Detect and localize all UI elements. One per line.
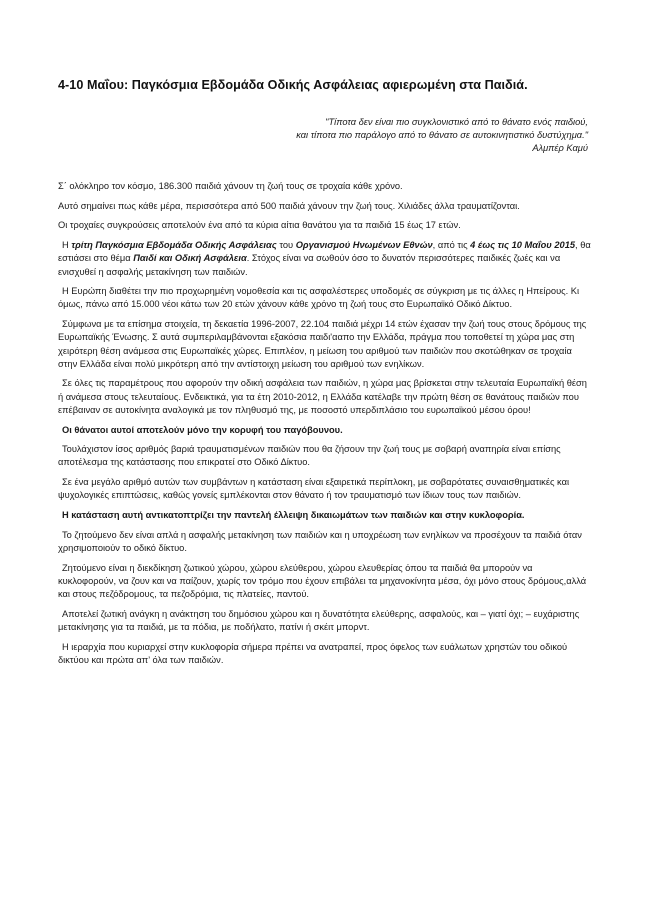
paragraph-6: Σύμφωνα με τα επίσημα στοιχεία, τη δεκαετία 1996-2007, 22.104 παιδιά μέχρι 14 ετών έχασαν την ζωή τους στους δρόμους της Ευρωπαϊκής Ένωσης. Σ αυτά συμπεριλαμβάνονται εξακόσια παιδι'ααπο την Ελλάδα, πράγμα που τοποθετεί τη χώρα μας στη χειρότερη θέση ανάμεσα στις Ευρωπαϊκές χώρες. Επιπλέον, η μείωση του αριθμού των παιδιών που σκοτώθηκαν σε τροχαία στην Ελλάδα είναι πολύ μικρότερη από την αντίστοιχη μείωση του αριθμού των ενηλίκων. <box>58 319 587 369</box>
paragraph-5: Η Ευρώπη διαθέτει την πιο προχωρημένη νομοθεσία και τις ασφαλέστερες υποδομές σε σύγκριση με τις άλλες η Ηπείρους. Κι όμως, πάνω από 15.000 νέοι κάτω των 20 ετών χάνουν κάθε χρόνο τη ζωή τους στο Ευρωπαϊκό Οδικό Δίκτυο. <box>58 286 580 310</box>
section-heading-1: Οι θάνατοι αυτοί αποτελούν μόνο την κορυφή του παγόβουνου. <box>62 424 343 435</box>
paragraph-8: Τουλάχιστον ίσος αριθμός βαριά τραυματισμένων παιδιών που θα ζήσουν την ζωή τους με σοβαρή αναπηρία είναι επίσης αποτέλεσμα της κατάστασης που επικρατεί στο Οδικό Δίκτυο. <box>58 444 561 468</box>
paragraph-3: Οι τροχαίες συγκρούσεις αποτελούν ένα από τα κύρια αίτια θανάτου για τα παιδιά 15 έως 17 ετών. <box>58 220 461 231</box>
p4-emphasis-2: Οργανισμού Ηνωμένων Εθνών <box>295 240 433 251</box>
section-heading-2: Η κατάσταση αυτή αντικατοπτρίζει την παντελή έλλειψη δικαιωμάτων των παιδιών και στην κυκλοφορία. <box>62 510 525 521</box>
paragraph-10: Το ζητούμενο δεν είναι απλά η ασφαλής μετακίνηση των παιδιών και η υποχρέωση των ενηλίκων να προσέχουν τα παιδιά όταν χρησιμοποιούν το οδικό δίκτυο. <box>58 529 582 553</box>
p4-text-3: , από τις <box>432 240 471 251</box>
p4-text-5: . Στόχος είναι να σωθούν όσο το δυνατόν περισσότερες παιδικές ζωές και να ενισχυθεί η ασφαλής μετακίνηση των παιδιών. <box>58 253 561 277</box>
epigraph-quote <box>58 116 588 155</box>
paragraph-11: Ζητούμενο είναι η διεκδίκηση ζωτικού χώρου, χώρου ελεύθερου, χώρου ελευθερίας όπου τα παιδιά θα μπορούν να κυκλοφορούν, να ζουν και να παίζουν, χωρίς τον τρόμο που έχουν επιβάλει τα μηχανοκίνητα μέσα, όχι μόνο στους δρόμους,αλλά και στους πεζόδρομους, τα πεζοδρόμια, τις πλατείες, παντού. <box>58 562 587 600</box>
paragraph-4 <box>58 239 592 279</box>
quote-author: Αλμπέρ Καμύ <box>532 143 588 153</box>
paragraph-7: Σε όλες τις παραμέτρους που αφορούν την οδική ασφάλεια των παιδιών, η χώρα μας βρίσκεται στην τελευταία Ευρωπαϊκή θέση ή ανάμεσα στους τελευταίους. Ενδεικτικά, για τα έτη 2010-2012, η Ελλάδα κατέλαβε την πρώτη θέση σε θανάτους παιδιών που επέβαιναν σε αυτοκίνητα αναλογικά με τον πληθυσμό της, με ποσοστό υπερδιπλάσιο του ευρωπαϊκού μέσου όρου! <box>58 378 587 415</box>
quote-line-2: και τίποτα πιο παράλογο από το θάνατο σε αυτοκινητιστικό δυστύχημα." <box>296 130 588 140</box>
p4-text-4: , θα εστιάσει στο θέμα <box>58 240 591 264</box>
quote-line-1: "Τίποτα δεν είναι πιο συγκλονιστικό από το θάνατο ενός παιδιού, <box>325 117 588 127</box>
paragraph-2: Αυτό σημαίνει πως κάθε μέρα, περισσότερα από 500 παιδιά χάνουν την ζωή τους. Χιλιάδες άλλα τραυματίζονται. <box>58 200 520 211</box>
page-title: 4-10 Μαΐου: Παγκόσμια Εβδομάδα Οδικής Ασφάλειας αφιερωμένη στα Παιδιά. <box>58 78 528 92</box>
p4-text-1: Η <box>62 240 72 251</box>
p4-text-2: του <box>276 240 296 251</box>
p4-emphasis-4: Παιδί και Οδική Ασφάλεια <box>133 253 247 264</box>
paragraph-13: Η ιεραρχία που κυριαρχεί στην κυκλοφορία σήμερα πρέπει να ανατραπεί, προς όφελος των ευάλωτων χρηστών του οδικού δικτύου και πρώτα απ’ όλα των παιδιών. <box>58 641 568 665</box>
paragraph-1: Σ΄ ολόκληρο τον κόσμο, 186.300 παιδιά χάνουν τη ζωή τους σε τροχαία κάθε χρόνο. <box>58 181 403 191</box>
paragraph-12: Αποτελεί ζωτική ανάγκη η ανάκτηση του δημόσιου χώρου και η δυνατότητα ελεύθερης, ασφαλούς, και – γιατί όχι; – ευχάριστης μετακίνησης για τα παιδιά, με τα πόδια, με ποδήλατο, πατίνι ή σκέιτ μπορντ. <box>58 608 580 632</box>
paragraph-9: Σε ένα μεγάλο αριθμό αυτών των συμβάντων η κατάσταση είναι εξαιρετικά περίπλοκη, με σοβαρότατες συναισθηματικές και ψυχολογικές επιπτώσεις, καθώς γονείς εμπλέκονται στον θάνατο ή τον τραυματισμό των ίδιων τους των παιδιών. <box>58 477 570 501</box>
p4-emphasis-3: 4 έως τις 10 Μαΐου 2015 <box>470 240 576 251</box>
p4-emphasis-1: τρίτη Παγκόσμια Εβδομάδα Οδικής Ασφάλειας <box>71 240 277 251</box>
